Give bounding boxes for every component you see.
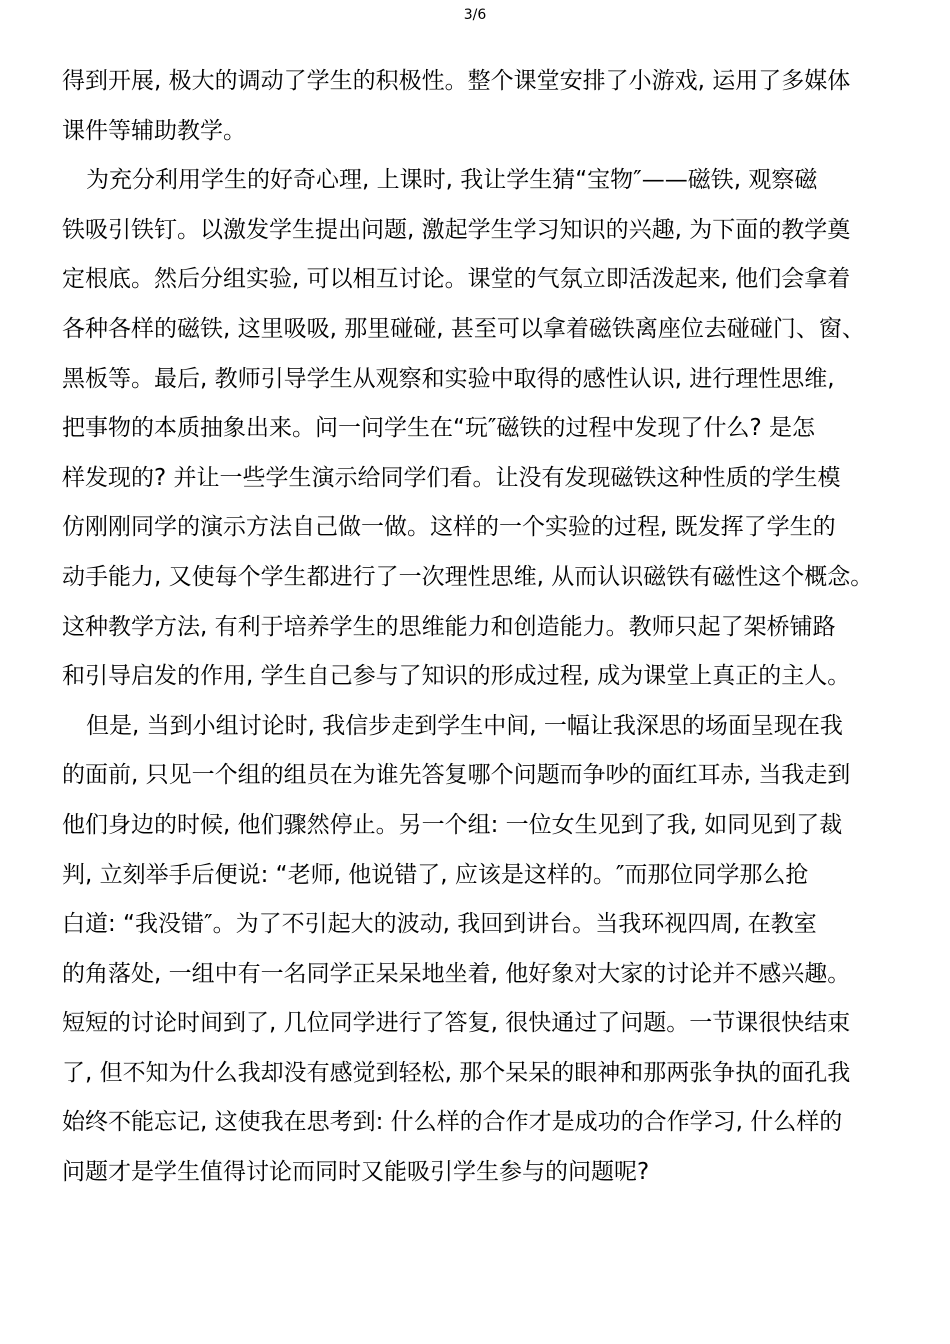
text-line: 的面前, 只见一个组的组员在为谁先答复哪个问题而争吵的面红耳赤, 当我走到 bbox=[62, 762, 851, 789]
text-line: 黑板等。最后, 教师引导学生从观察和实验中取得的感性认识, 进行理性思维, bbox=[62, 365, 835, 392]
text-line: 得到开展, 极大的调动了学生的积极性。整个课堂安排了小游戏, 运用了多媒体 bbox=[62, 68, 851, 94]
paragraph-start-line: 为充分利用学生的好奇心理, 上课时, 我让学生猜“宝物″——磁铁, 观察磁 bbox=[86, 167, 818, 194]
page-number: 3/6 bbox=[463, 7, 487, 23]
text-line: 了, 但不知为什么我却没有感觉到轻松, 那个呆呆的眼神和那两张争执的面孔我 bbox=[62, 1059, 851, 1086]
text-line: 始终不能忘记, 这使我在思考到: 什么样的合作才是成功的合作学习, 什么样的 bbox=[62, 1109, 843, 1136]
text-line: 把事物的本质抽象出来。问一问学生在“玩″磁铁的过程中发现了什么? 是怎 bbox=[62, 415, 816, 442]
text-line: 各种各样的磁铁, 这里吸吸, 那里碰碰, 甚至可以拿着磁铁离座位去碰碰门、窗、 bbox=[62, 315, 865, 342]
text-line: 定根底。然后分组实验, 可以相互讨论。课堂的气氛立即活泼起来, 他们会拿着 bbox=[62, 266, 851, 293]
paragraph-start-line: 但是, 当到小组讨论时, 我信步走到学生中间, 一幅让我深思的场面呈现在我 bbox=[86, 712, 843, 739]
text-line: 他们身边的时候, 他们骤然停止。另一个组: 一位女生见到了我, 如同见到了裁 bbox=[62, 811, 843, 838]
text-line: 这种教学方法, 有利于培养学生的思维能力和创造能力。教师只起了架桥铺路 bbox=[62, 613, 836, 640]
text-line: 仿刚刚同学的演示方法自己做一做。这样的一个实验的过程, 既发挥了学生的 bbox=[62, 514, 836, 541]
text-line: 样发现的? 并让一些学生演示给同学们看。让没有发现磁铁这种性质的学生模 bbox=[62, 464, 841, 491]
text-line: 判, 立刻举手后便说: “老师, 他说错了, 应该是这样的。″而那位同学那么抢 bbox=[62, 861, 809, 888]
text-line: 问题才是学生值得讨论而同时又能吸引学生参与的问题呢? bbox=[62, 1159, 650, 1186]
text-line: 的角落处, 一组中有一名同学正呆呆地坐着, 他好象对大家的讨论并不感兴趣。 bbox=[62, 960, 851, 987]
text-line: 铁吸引铁钉。以激发学生提出问题, 激起学生学习知识的兴趣, 为下面的教学奠 bbox=[62, 216, 851, 243]
text-line: 短短的讨论时间到了, 几位同学进行了答复, 很快通过了问题。一节课很快结束 bbox=[62, 1010, 851, 1037]
text-line: 课件等辅助教学。 bbox=[62, 117, 246, 144]
text-line: 白道: “我没错″。为了不引起大的波动, 我回到讲台。当我环视四周, 在教室 bbox=[62, 911, 817, 938]
document-body bbox=[62, 57, 942, 1198]
text-line: 动手能力, 又使每个学生都进行了一次理性思维, 从而认识磁铁有磁性这个概念。 bbox=[62, 563, 874, 590]
text-line: 和引导启发的作用, 学生自己参与了知识的形成过程, 成为课堂上真正的主人。 bbox=[62, 663, 851, 690]
